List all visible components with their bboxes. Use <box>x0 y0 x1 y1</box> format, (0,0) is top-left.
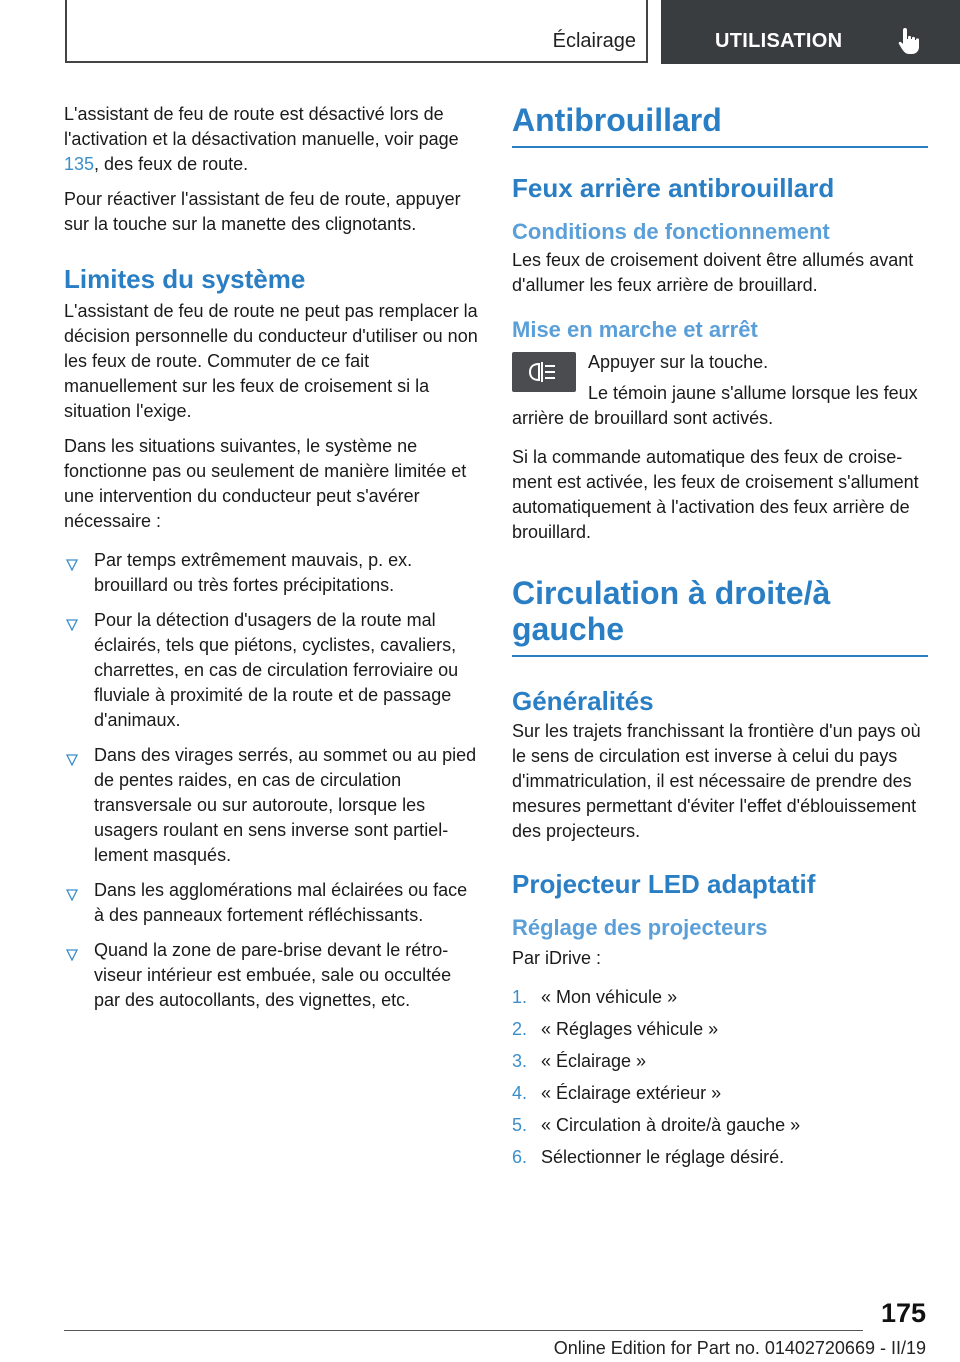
limits-heading: Limites du système <box>64 264 306 294</box>
limits-paragraph-2: Dans les situations suivantes, le système ne fonctionne pas ou seulement de manière limitée et une intervention du conducteur peut s'avérer nécessaire : <box>64 436 467 531</box>
right-column <box>512 102 928 1177</box>
triangle-bullet-icon <box>66 553 78 578</box>
on-off-heading: Mise en marche et arrêt <box>512 317 758 342</box>
page-link[interactable]: 135 <box>64 154 95 174</box>
general-paragraph: Sur les trajets franchissant la frontière d'un pays où le sens de circulation est inverse à celui du pays d'immatriculation, il est nécessaire de prendre des mesures permettant d'éviter l'effet d'éblouissement des projecteurs. <box>512 721 921 841</box>
left-column <box>64 102 480 1023</box>
footer-divider <box>64 1330 863 1331</box>
auto-paragraph: Si la commande automatique des feux de croisement est activée, les feux de croisement s'allument automatiquement à l'activation des feux arrière de brouillard. <box>512 447 919 542</box>
led-heading: Projecteur LED adaptatif <box>512 869 816 899</box>
setting-heading: Réglage des projecteurs <box>512 915 768 940</box>
list-item: Par temps extrêmement mauvais, p. ex. brouillard ou très fortes précipitations. <box>64 548 480 598</box>
setting-intro: Par iDrive : <box>512 948 602 968</box>
list-item: Dans les agglomérations mal éclairées ou face à des panneaux fortement réfléchissants. <box>64 878 480 928</box>
step-item: 2. « Réglages véhicule » <box>512 1019 719 1039</box>
on-off-line-2: Le témoin jaune s'allume lorsque les feux arrière de brouillard sont activés. <box>512 383 918 428</box>
list-item: Pour la détection d'usagers de la route mal éclairés, tels que piétons, cyclistes, cavaliers, charrettes, en cas de circulation ferroviaire ou fluviale à proximité de la route et de passage d'animaux. <box>64 608 480 733</box>
fog-button-row <box>512 350 928 431</box>
list-item: Quand la zone de pare-brise devant le rétroviseur intérieur est embuée, sale ou occultée par des autocollants, des vignettes, etc. <box>64 938 480 1013</box>
intro-paragraph-2: Pour réactiver l'assistant de feu de route, appuyer sur la touche sur la manette des clignotants. <box>64 189 461 234</box>
edition-footer: Online Edition for Part no. 01402720669 - II/19 <box>553 1338 926 1358</box>
rear-fog-light-button-icon <box>512 352 576 392</box>
rear-fog-heading: Feux arrière antibrouillard <box>512 173 835 203</box>
triangle-bullet-icon <box>66 943 78 968</box>
step-item: 5. « Circulation à droite/à gauche » <box>512 1115 801 1135</box>
conditions-heading: Conditions de fonctionnement <box>512 219 830 244</box>
limits-list <box>64 548 480 1013</box>
fog-lights-heading: Antibrouillard <box>512 102 928 148</box>
page-number: 175 <box>880 1298 926 1328</box>
traffic-side-heading: Circulation à droite/à gauche <box>512 575 928 657</box>
limits-paragraph-1: L'assistant de feu de route ne peut pas remplacer la décision personnelle du conducteur d'utiliser ou non les feux de route. Commuter de ce fait manuellement sur les feux de croisement si la situation l'exige. <box>64 301 478 421</box>
triangle-bullet-icon <box>66 748 78 773</box>
chapter-tab <box>661 0 960 64</box>
triangle-bullet-icon <box>66 883 78 908</box>
step-item: 1. « Mon véhicule » <box>512 987 678 1007</box>
step-item: 6. Sélectionner le réglage désiré. <box>512 1147 785 1167</box>
intro-paragraph-1: L'assistant de feu de route est désactivé lors de l'activation et la désactivation manuelle, voir page 135, des feux de route. <box>64 104 459 174</box>
section-title: Éclairage <box>552 30 636 52</box>
step-item: 3. « Éclairage » <box>512 1051 647 1071</box>
chapter-title: UTILISATION <box>715 30 843 52</box>
settings-steps <box>512 985 928 1170</box>
step-item: 4. « Éclairage extérieur » <box>512 1083 722 1103</box>
triangle-bullet-icon <box>66 613 78 638</box>
list-item: Dans des virages serrés, au sommet ou au pied de pentes raides, en cas de circulation transversale ou sur autoroute, lorsque les usagers roulant en sens inverse sont partiellement masqués. <box>64 743 480 868</box>
pointing-hand-icon <box>898 26 922 61</box>
on-off-line-1: Appuyer sur la touche. <box>588 352 769 372</box>
conditions-paragraph: Les feux de croisement doivent être allumés avant d'allumer les feux arrière de brouillard. <box>512 250 914 295</box>
general-heading: Généralités <box>512 686 654 716</box>
